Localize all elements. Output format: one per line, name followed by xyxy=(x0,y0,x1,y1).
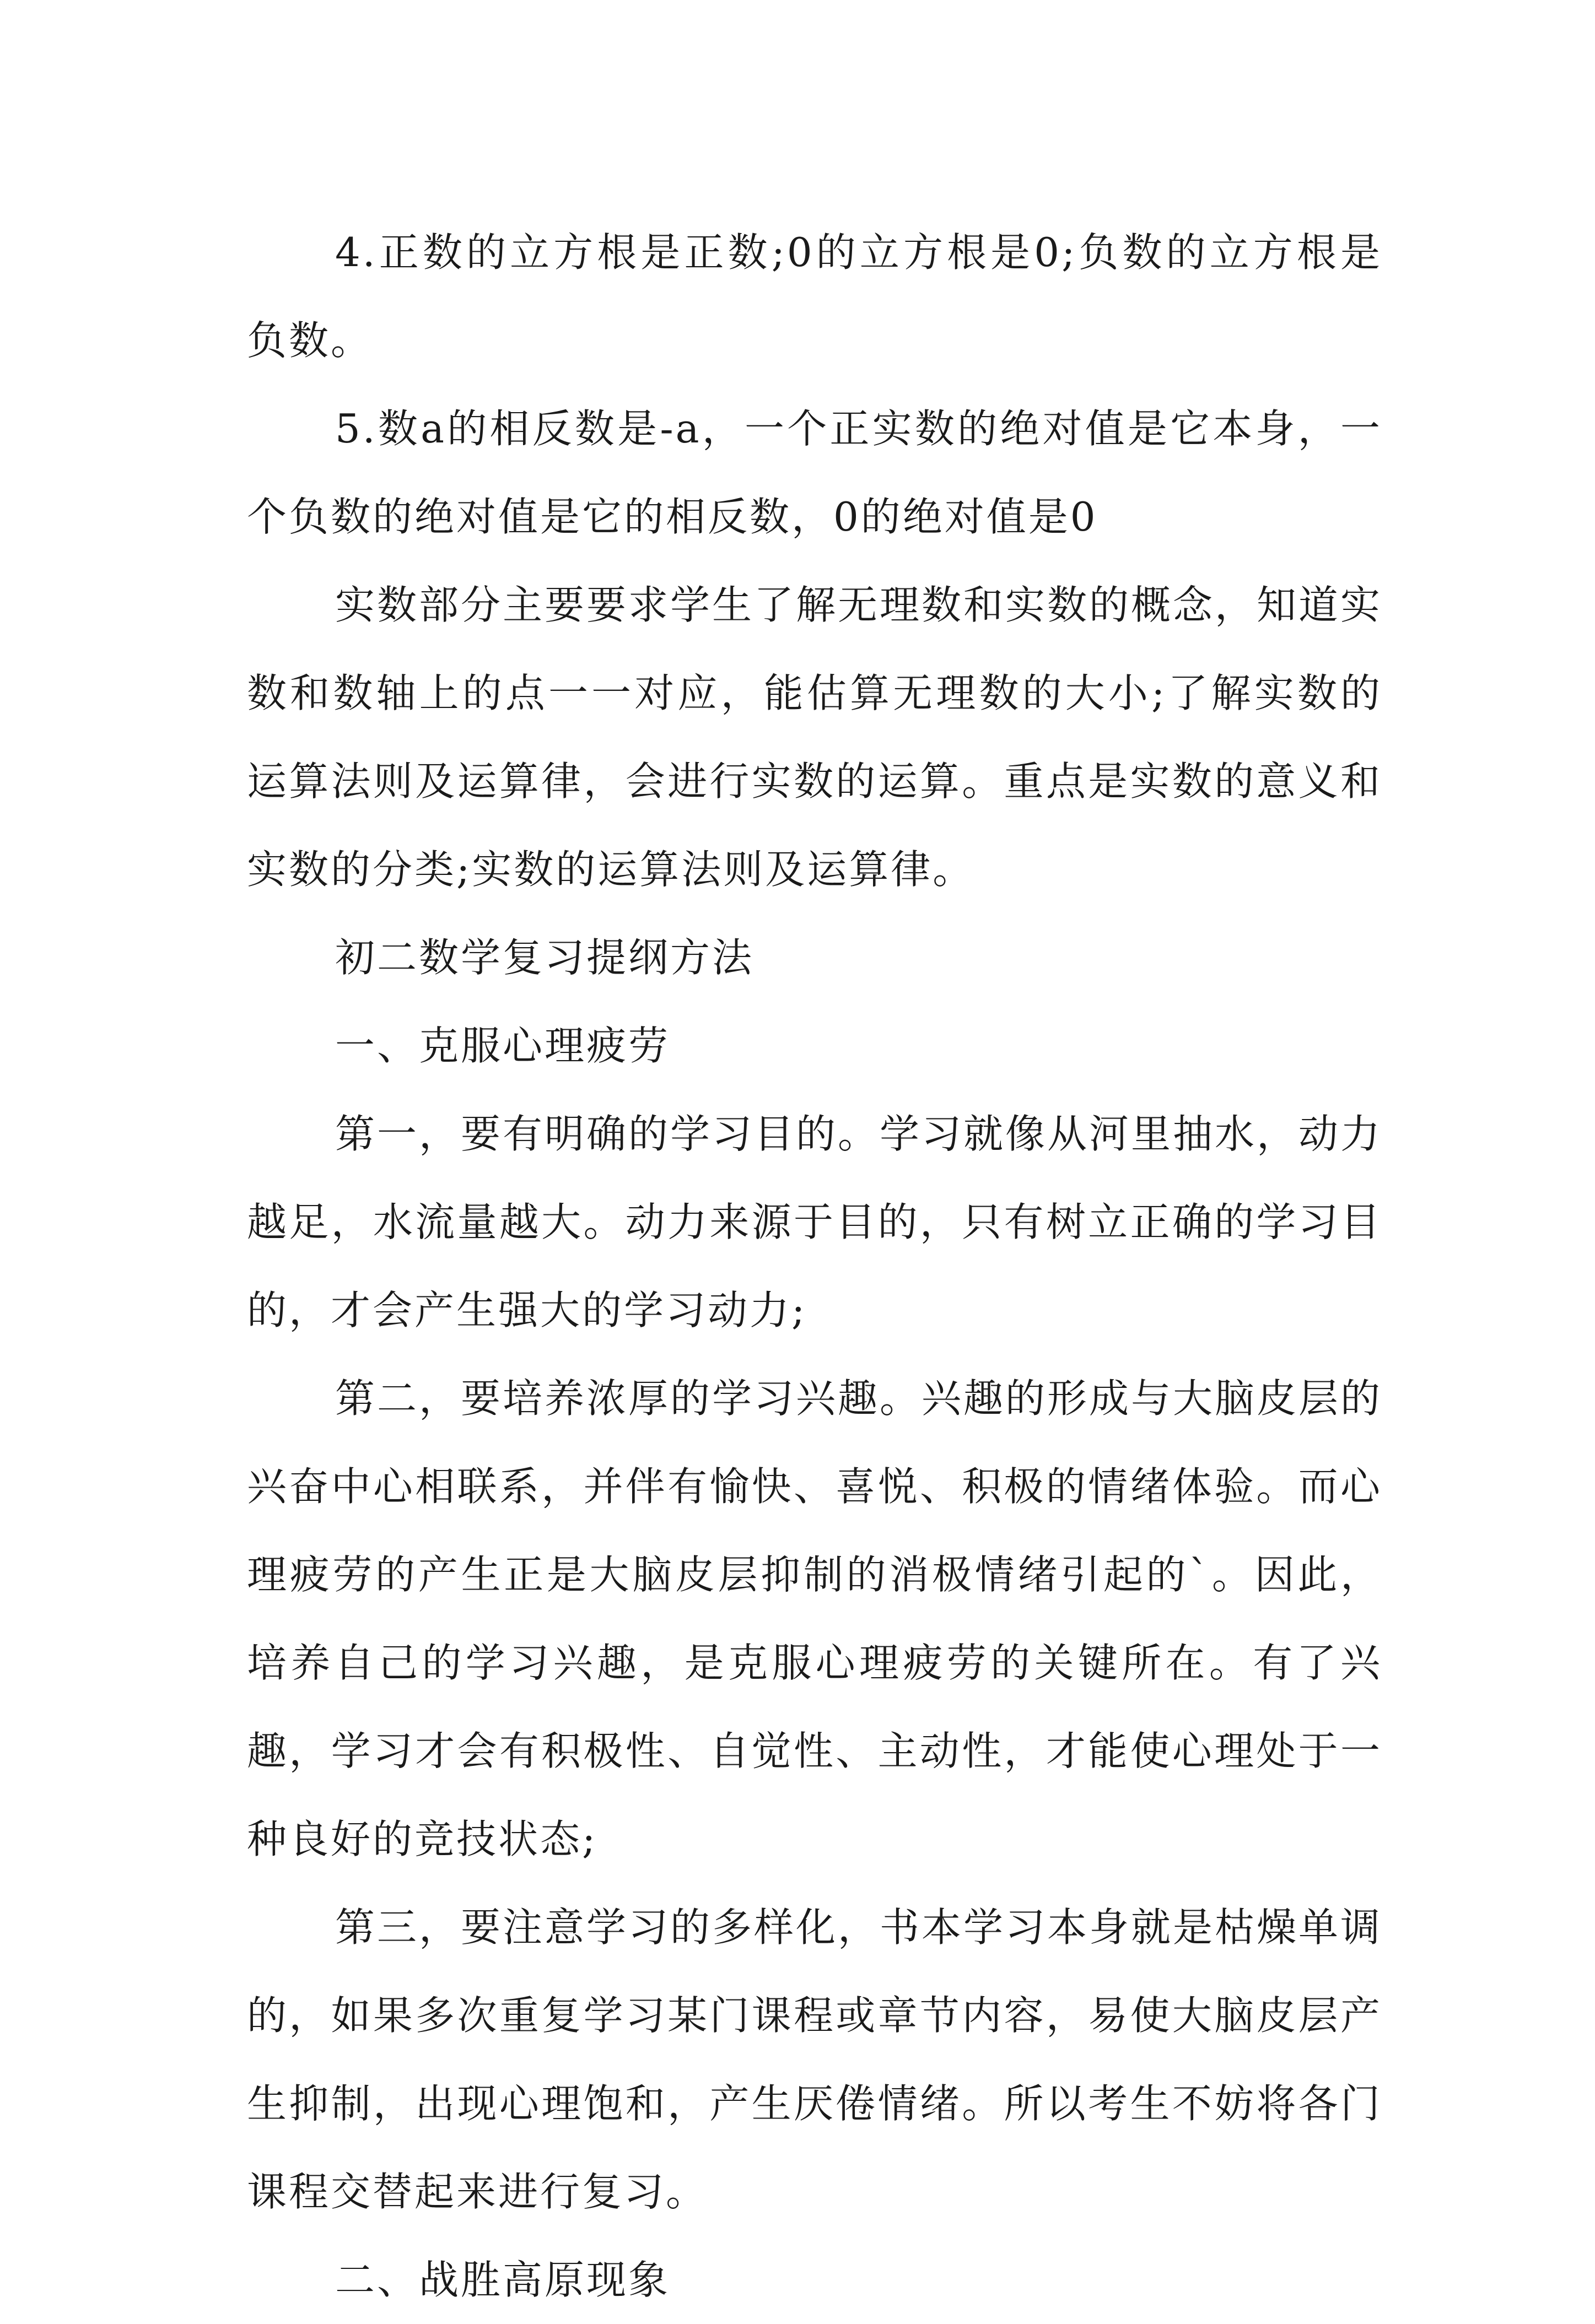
paragraph-second-point: 第二，要培养浓厚的学习兴趣。兴趣的形成与大脑皮层的兴奋中心相联系，并伴有愉快、喜悦、积极的情绪体验。而心理疲劳的产生正是大脑皮层抑制的消极情绪引起的`。因此，培养自己的学习兴趣，是克服心理疲劳的关键所在。有了兴趣，学习才会有积极性、自觉性、主动性，才能使心理处于一种良好的竞技状态; xyxy=(247,1375,1383,1862)
paragraph-absolute-value: 5.数a的相反数是-a，一个正实数的绝对值是它本身，一个负数的绝对值是它的相反数，0的绝对值是0 xyxy=(247,406,1382,540)
paragraph-third-point: 第三，要注意学习的多样化，书本学习本身就是枯燥单调的，如果多次重复学习某门课程或章节内容，易使大脑皮层产生抑制，出现心理饱和，产生厌倦情绪。所以考生不妨将各门课程交替起来进行复习。 xyxy=(247,1904,1383,2215)
paragraph-first-point: 第一，要有明确的学习目的。学习就像从河里抽水，动力越足，水流量越大。动力来源于目的，只有树立正确的学习目的，才会产生强大的学习动力; xyxy=(247,1111,1383,1333)
subsection-heading-1: 一、克服心理疲劳 xyxy=(335,1023,671,1069)
section-title: 初二数学复习提纲方法 xyxy=(335,934,755,981)
paragraph-real-numbers-summary: 实数部分主要要求学生了解无理数和实数的概念，知道实数和数轴上的点一一对应，能估算无理数的大小;了解实数的运算法则及运算律，会进行实数的运算。重点是实数的意义和实数的分类;实数的运算法则及运算律。 xyxy=(247,582,1383,893)
document-body xyxy=(247,208,1382,2324)
paragraph-cube-root: 4.正数的立方根是正数;0的立方根是0;负数的立方根是负数。 xyxy=(247,229,1382,364)
subsection-heading-2: 二、战胜高原现象 xyxy=(335,2257,671,2303)
